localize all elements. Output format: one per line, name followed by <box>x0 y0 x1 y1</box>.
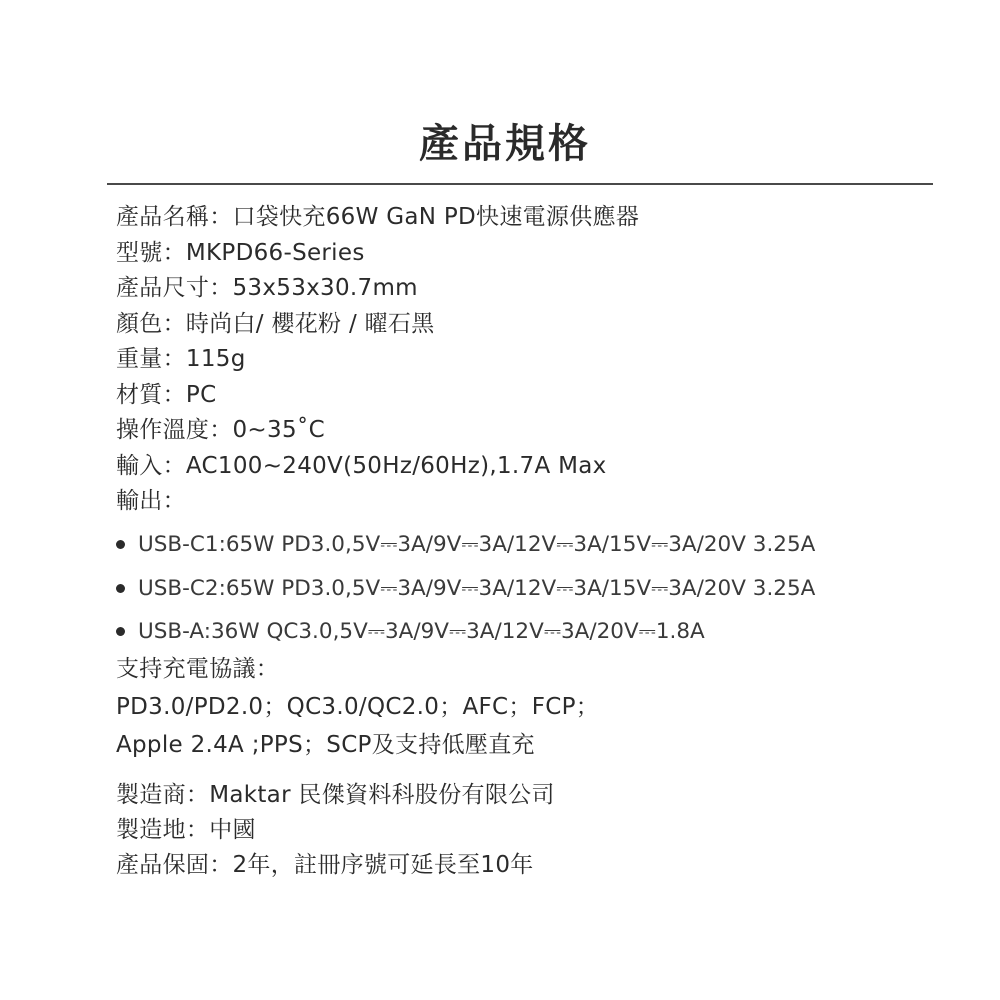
spec-operating-temp: 操作溫度：0~35˚C <box>116 417 326 443</box>
spec-list <box>116 200 966 520</box>
output-usb-c2: USB-C2:65W PD3.0,5V⎓3A/9V⎓3A/12V⎓3A/15V⎓3A/20V 3.25A <box>138 575 816 601</box>
protocol-line-1: PD3.0/PD2.0；QC3.0/QC2.0；AFC；FCP； <box>116 694 600 720</box>
output-usb-c1: USB-C1:65W PD3.0,5V⎓3A/9V⎓3A/12V⎓3A/15V⎓3A/20V 3.25A <box>138 532 816 557</box>
list-item <box>116 610 976 654</box>
output-usb-a: USB-A:36W QC3.0,5V⎓3A/9V⎓3A/12V⎓3A/20V⎓1.8A <box>138 619 705 644</box>
manufacturer: 製造商：Maktar 民傑資料科股份有限公司 <box>116 782 555 808</box>
list-item <box>116 523 976 567</box>
spec-dimensions: 產品尺寸：53x53x30.7mm <box>116 275 418 301</box>
list-item <box>116 567 976 611</box>
origin: 製造地：中國 <box>116 817 256 843</box>
bullet-icon <box>116 627 125 636</box>
page-title: 產品規格 <box>419 121 591 167</box>
spec-product-name: 產品名稱：口袋快充66W GaN PD快速電源供應器 <box>116 204 640 230</box>
spec-weight: 重量：115g <box>116 346 246 372</box>
protocol-block <box>116 650 976 764</box>
spec-model: 型號：MKPD66-Series <box>116 239 365 266</box>
title-divider <box>107 183 933 185</box>
spec-input: 輸入：AC100~240V(50Hz/60Hz),1.7A Max <box>116 452 607 479</box>
protocol-label: 支持充電協議： <box>116 656 280 682</box>
bullet-icon <box>116 540 125 549</box>
warranty: 產品保固：2年，註冊序號可延長至10年 <box>116 852 534 878</box>
bullet-icon <box>116 584 125 593</box>
output-list <box>116 523 976 654</box>
spec-material: 材質：PC <box>116 381 217 408</box>
maker-block <box>116 778 976 883</box>
spec-output-label: 輸出： <box>116 488 186 514</box>
spec-colors: 顏色：時尚白/ 櫻花粉 / 曜石黑 <box>116 310 435 337</box>
protocol-line-2: Apple 2.4A ;PPS；SCP及支持低壓直充 <box>116 732 535 758</box>
